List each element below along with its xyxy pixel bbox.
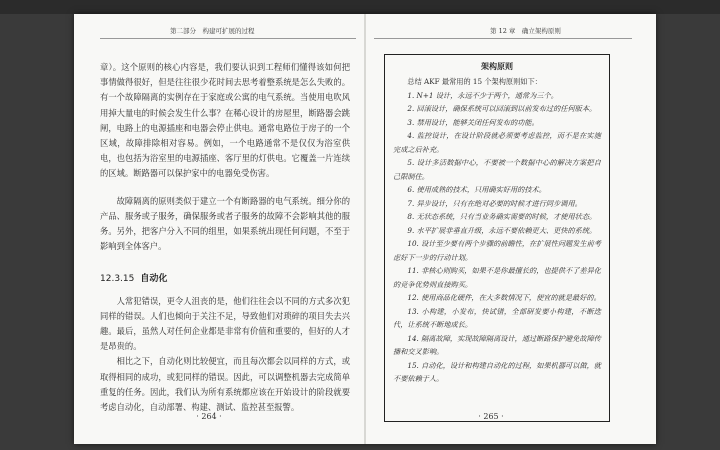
- left-page-number: · 264 ·: [196, 412, 222, 421]
- list-item: 10. 设计至少要有两个步骤的前瞻性，在扩展性问题发生前考虑好下一步的行动计划。: [393, 239, 601, 262]
- list-item: 2. 回滚设计，确保系统可以回滚到以前发布过的任何版本。: [407, 104, 597, 113]
- left-page: [74, 14, 364, 444]
- list-item: 3. 禁用设计，能够关闭任何发布的功能。: [407, 117, 539, 127]
- list-item: 6. 使用成熟的技术，只用确实好用的技术。: [407, 185, 546, 194]
- section-heading: [100, 272, 350, 287]
- left-body-text: [100, 60, 350, 415]
- list-item: 8. 无状态系统，只有当业务确实需要的时候，才使用状态。: [407, 212, 597, 221]
- list-item: 15. 自动化，设计和构建自动化的过程，如果机器可以做，就不要依赖于人。: [393, 360, 601, 383]
- right-page: [366, 14, 656, 444]
- list-item: 1. N+1 设计，永远不少于两个，通常为三个。: [407, 90, 558, 100]
- box-intro: 总结 AKF 最常用的 15 个架构原则如下：: [407, 77, 542, 86]
- principles-list: [393, 89, 601, 386]
- section-title: 自动化: [140, 274, 168, 285]
- principles-box: [384, 54, 610, 422]
- right-running-head: 第 12 章 确立架构原则: [490, 27, 561, 35]
- right-page-number: · 265 ·: [478, 412, 504, 421]
- paragraph: 章）。这个原则的核心内容是，我们要认识到工程师们懂得该如何把事情做得很好，但是往往很少花时间去思考着整系统是怎么失败的。有一个故障隔离的实例存在于家庭或公寓的电气系统。当使用电吹风用掉大量电的时候会发生什么事？在稀心设计的房屋里，断路器会跳闸，电路上的电源插座和电器会停止供电。通常电路位于房子的一个区域，故障排除相对容易。例如，一个电路通常不是仅仅为浴室供电，也包括为浴室里的电源插座、客厅里的灯供电。它覆盖一片连续的区域。断路器可以保护家中的电器免受伤害。: [100, 62, 350, 179]
- right-header-rule: [374, 38, 632, 39]
- list-item: 9. 水平扩展非垂直升级，永远不要依赖更大、更快的系统。: [407, 225, 597, 235]
- list-item: 14. 隔离故障，实现故障隔离设计，通过断路保护避免故障传播和交叉影响。: [393, 333, 601, 356]
- section-number: 12.3.15: [100, 274, 135, 285]
- box-title: 架构原则: [481, 62, 513, 71]
- list-item: 11. 非核心则购买，如果不是你最擅长的，也提供不了差异化的竞争优势则直接购买。: [393, 266, 601, 289]
- paragraph: 故障隔离的原则类似于建立一个有断路器的电气系统。细分你的产品、服务或子服务，确保服务或者子服务的故障不会影响其他的服务。另外，把客户分入不同的组里，如果系统出现任何问题，不至于影响到全体客户。: [100, 195, 350, 252]
- paragraph: 人常犯错误，更令人沮丧的是，他们往往会以不同的方式多次犯同样的错误。人们也倾向于关注不足，导致他们对琐碎的项目失去兴趣。最后，虽然人对任何企业都是非常有价值和重要的，但好的人才是昂贵的。: [100, 295, 350, 352]
- list-item: 5. 设计多活数据中心，不要被一个数据中心的解决方案把自己限制住。: [393, 158, 601, 181]
- paragraph: 相比之下，自动化则比较便宜，而且每次都会以同样的方式，或取得相同的成功，或犯同样的错误。因此，可以调整机器去完成简单重复的任务。因此，我们认为所有系统都应该在开始设计的阶段就要考虑自动化，自动部署、构建、测试、监控甚至报警。: [100, 356, 350, 413]
- viewer-toolbar: [0, 0, 720, 14]
- left-running-head: 第二部分 构建可扩展的过程: [170, 27, 255, 35]
- list-item: 7. 异步设计，只有在绝对必要的时候才进行同步调用。: [407, 198, 582, 208]
- left-header-rule: [100, 38, 356, 39]
- book-spread: [74, 14, 656, 444]
- list-item: 4. 监控设计，在设计阶段就必须要考虑监控，而不是在实施完成之后补充。: [393, 131, 601, 154]
- list-item: 13. 小构建，小发布，快试错，全部研发要小构建，不断迭代，让系统不断地成长。: [393, 306, 601, 329]
- list-item: 12. 使用商品化硬件，在大多数情况下，便宜的就是最好的。: [407, 293, 601, 302]
